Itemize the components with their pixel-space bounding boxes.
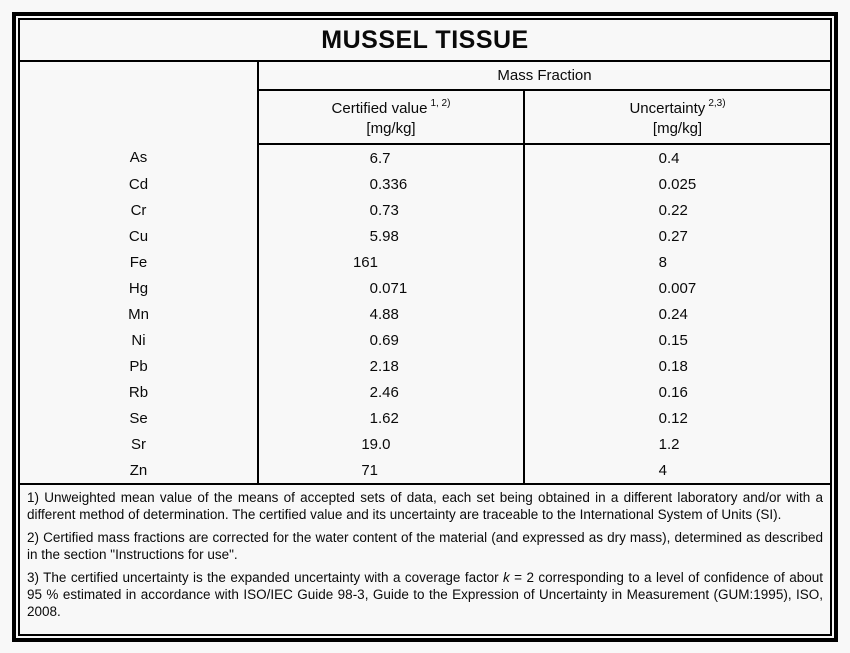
certified-value-label: Certified value xyxy=(331,100,428,117)
uncertainty-footnote-refs: 2,3) xyxy=(708,98,726,109)
table-row xyxy=(20,431,830,457)
uncertainty-cell xyxy=(524,197,830,223)
element-symbol: Hg xyxy=(20,275,258,301)
element-symbol: Ni xyxy=(20,327,258,353)
uncertainty-cell xyxy=(524,171,830,197)
certified-value-cell xyxy=(258,457,524,484)
footnote-section xyxy=(20,484,830,622)
uncertainty-unit: [mg/kg] xyxy=(652,120,703,137)
certified-value-cell xyxy=(258,353,524,379)
value-integer-part: 19 xyxy=(361,435,378,453)
certified-value-cell xyxy=(258,197,524,223)
uncertainty-cell xyxy=(524,353,830,379)
decimal-aligned-value xyxy=(525,384,830,401)
value-fraction-part: .69 xyxy=(378,331,399,349)
value-integer-part: 0 xyxy=(369,175,378,193)
value-integer-part: 4 xyxy=(369,305,378,323)
certified-value-cell xyxy=(258,327,524,353)
value-integer-part: 71 xyxy=(361,461,378,479)
value-integer-part: 161 xyxy=(352,253,378,271)
footnotes-cell xyxy=(20,484,830,622)
certified-value-cell xyxy=(258,144,524,171)
decimal-aligned-value xyxy=(525,202,830,219)
certified-value-cell xyxy=(258,223,524,249)
value-fraction-part: .0 xyxy=(378,435,391,453)
uncertainty-cell xyxy=(524,431,830,457)
value-fraction-part: .73 xyxy=(378,201,399,219)
table-row xyxy=(20,249,830,275)
uncertainty-cell xyxy=(524,327,830,353)
value-fraction-part: .071 xyxy=(378,279,408,297)
element-symbol: Cr xyxy=(20,197,258,223)
value-fraction-part: .88 xyxy=(378,305,399,323)
decimal-aligned-value xyxy=(525,410,830,427)
uncertainty-label: Uncertainty xyxy=(629,100,706,117)
table-title: MUSSEL TISSUE xyxy=(20,20,830,61)
value-integer-part: 0 xyxy=(658,305,667,323)
table-row xyxy=(20,275,830,301)
decimal-aligned-value xyxy=(525,150,830,167)
decimal-aligned-value xyxy=(525,358,830,375)
value-integer-part: 1 xyxy=(658,435,667,453)
element-symbol: Zn xyxy=(20,457,258,484)
value-fraction-part: .15 xyxy=(667,331,688,349)
empty-corner-cell xyxy=(20,61,258,144)
footnote-3 xyxy=(27,569,823,620)
value-fraction-part: .2 xyxy=(667,435,680,453)
value-integer-part: 0 xyxy=(658,227,667,245)
decimal-aligned-value xyxy=(525,254,830,271)
element-symbol: Rb xyxy=(20,379,258,405)
table-row xyxy=(20,197,830,223)
value-fraction-part: .24 xyxy=(667,305,688,323)
decimal-aligned-value xyxy=(525,462,830,479)
value-fraction-part: .98 xyxy=(378,227,399,245)
element-symbol: Cd xyxy=(20,171,258,197)
table-row xyxy=(20,223,830,249)
value-integer-part: 5 xyxy=(369,227,378,245)
value-integer-part: 0 xyxy=(658,409,667,427)
decimal-aligned-value xyxy=(525,306,830,323)
title-row xyxy=(20,20,830,61)
value-integer-part: 2 xyxy=(369,357,378,375)
decimal-aligned-value xyxy=(259,332,523,349)
certified-value-cell xyxy=(258,379,524,405)
uncertainty-cell xyxy=(524,223,830,249)
table-row xyxy=(20,353,830,379)
certified-value-cell xyxy=(258,275,524,301)
certified-value-cell xyxy=(258,405,524,431)
certified-value-cell xyxy=(258,301,524,327)
value-fraction-part: .18 xyxy=(378,357,399,375)
value-integer-part: 0 xyxy=(369,331,378,349)
value-fraction-part: .336 xyxy=(378,175,408,193)
decimal-aligned-value xyxy=(259,150,523,167)
uncertainty-cell xyxy=(524,301,830,327)
mass-fraction-header: Mass Fraction xyxy=(258,61,830,90)
decimal-aligned-value xyxy=(525,332,830,349)
value-integer-part: 0 xyxy=(658,201,667,219)
decimal-aligned-value xyxy=(525,280,830,297)
value-fraction-part: .46 xyxy=(378,383,399,401)
decimal-aligned-value xyxy=(259,176,523,193)
element-symbol: Cu xyxy=(20,223,258,249)
uncertainty-cell xyxy=(524,275,830,301)
certified-value-cell xyxy=(258,249,524,275)
value-integer-part: 6 xyxy=(369,149,378,167)
decimal-aligned-value xyxy=(259,462,523,479)
element-symbol: As xyxy=(20,144,258,171)
decimal-aligned-value xyxy=(259,254,523,271)
value-fraction-part: .18 xyxy=(667,357,688,375)
data-rows xyxy=(20,144,830,484)
table-row xyxy=(20,457,830,484)
value-fraction-part: .7 xyxy=(378,149,391,167)
table-row xyxy=(20,405,830,431)
value-fraction-part: .62 xyxy=(378,409,399,427)
value-integer-part: 1 xyxy=(369,409,378,427)
uncertainty-header xyxy=(524,90,830,144)
certified-value-header xyxy=(258,90,524,144)
footnote-1: 1) Unweighted mean value of the means of accepted sets of data, each set being obtained in a different laboratory and/or with a different method of determination. The certified value and its uncertainty are traceable to the International System of Units (SI). xyxy=(27,490,823,522)
value-integer-part: 0 xyxy=(658,357,667,375)
value-fraction-part: .007 xyxy=(667,279,697,297)
value-integer-part: 8 xyxy=(658,253,667,271)
value-integer-part: 0 xyxy=(658,175,667,193)
certified-value-footnote-refs: 1, 2) xyxy=(430,98,451,109)
footnotes-row xyxy=(20,484,830,622)
table-row xyxy=(20,301,830,327)
decimal-aligned-value xyxy=(259,228,523,245)
value-integer-part: 0 xyxy=(658,279,667,297)
table-row xyxy=(20,144,830,171)
certified-value-cell xyxy=(258,431,524,457)
value-fraction-part: .4 xyxy=(667,149,680,167)
decimal-aligned-value xyxy=(259,436,523,453)
element-symbol: Mn xyxy=(20,301,258,327)
decimal-aligned-value xyxy=(259,358,523,375)
element-symbol: Sr xyxy=(20,431,258,457)
header-section xyxy=(20,20,830,144)
value-integer-part: 0 xyxy=(658,383,667,401)
uncertainty-cell xyxy=(524,144,830,171)
value-integer-part: 2 xyxy=(369,383,378,401)
decimal-aligned-value xyxy=(525,228,830,245)
value-integer-part: 0 xyxy=(658,331,667,349)
value-integer-part: 4 xyxy=(658,461,667,479)
decimal-aligned-value xyxy=(259,202,523,219)
value-integer-part: 0 xyxy=(369,279,378,297)
value-fraction-part: .12 xyxy=(667,409,688,427)
value-integer-part: 0 xyxy=(369,201,378,219)
footnote-2: 2) Certified mass fractions are corrected for the water content of the material (and expressed as dry mass), determined as described in the section "Instructions for use". xyxy=(27,530,823,562)
certified-value-unit: [mg/kg] xyxy=(366,120,416,137)
element-symbol: Pb xyxy=(20,353,258,379)
value-fraction-part: .27 xyxy=(667,227,688,245)
value-integer-part: 0 xyxy=(658,149,667,167)
decimal-aligned-value xyxy=(259,384,523,401)
group-header-row xyxy=(20,61,830,90)
coverage-factor-k: k xyxy=(503,570,510,585)
value-fraction-part: .025 xyxy=(667,175,697,193)
value-fraction-part: .22 xyxy=(667,201,688,219)
uncertainty-cell xyxy=(524,457,830,484)
table-row xyxy=(20,379,830,405)
decimal-aligned-value xyxy=(259,280,523,297)
decimal-aligned-value xyxy=(525,436,830,453)
uncertainty-cell xyxy=(524,405,830,431)
footnote-3-text-after-k: = 2 corresponding to a level of confidence of about 95 % estimated in accordance with ISO/IEC Guide 98-3, Guide to the Expression of Uncertainty in Measurement (GUM:1995), ISO, 2008. xyxy=(27,570,823,619)
uncertainty-cell xyxy=(524,379,830,405)
table-row xyxy=(20,327,830,353)
value-fraction-part: .16 xyxy=(667,383,688,401)
decimal-aligned-value xyxy=(259,410,523,427)
uncertainty-cell xyxy=(524,249,830,275)
decimal-aligned-value xyxy=(525,176,830,193)
certificate-outer-frame xyxy=(12,12,838,642)
decimal-aligned-value xyxy=(259,306,523,323)
certified-value-cell xyxy=(258,171,524,197)
element-symbol: Fe xyxy=(20,249,258,275)
footnote-3-text-before-k: 3) The certified uncertainty is the expanded uncertainty with a coverage factor xyxy=(27,570,503,585)
mussel-tissue-table xyxy=(20,20,830,622)
certificate-inner-frame xyxy=(18,18,832,636)
element-symbol: Se xyxy=(20,405,258,431)
table-row xyxy=(20,171,830,197)
